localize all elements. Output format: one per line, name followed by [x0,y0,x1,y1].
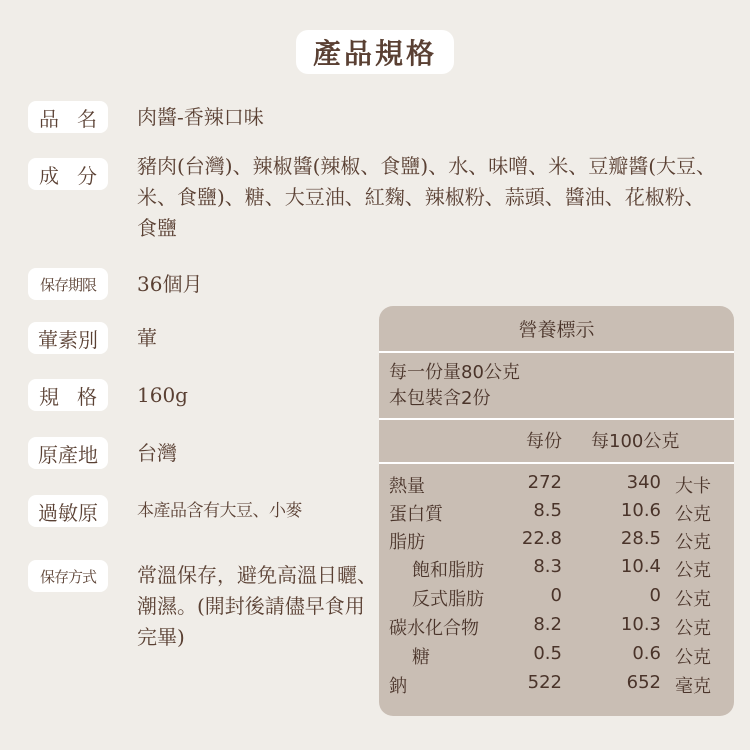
nutrition-row [379,672,734,700]
shelf-life-label: 保存期限 [28,268,108,300]
nutrient-name: 鈉 [389,676,407,697]
per-100g-value: 28.5 [620,528,661,549]
per-serving-value: 8.5 [533,500,562,521]
nutrient-name: 蛋白質 [389,504,443,525]
divider [379,351,734,353]
nutrition-panel [379,306,734,716]
nutrition-row [379,500,734,528]
nutrient-name: 飽和脂肪 [412,560,484,581]
divider [379,418,734,420]
nutrient-name: 碳水化合物 [389,618,479,639]
nutrition-row [379,585,734,613]
col-per-100g: 每100公克 [591,431,680,452]
nutrition-row [379,614,734,642]
per-100g-value: 10.3 [620,614,661,635]
col-per-serving: 每份 [526,431,562,452]
per-100g-value: 10.4 [620,556,661,577]
nutrition-title: 營養標示 [518,319,595,341]
serving-size: 每一份量80公克 [389,362,520,383]
per-100g-value: 652 [626,672,661,693]
storage-label: 保存方式 [28,560,108,592]
nutrient-name: 熱量 [389,476,425,497]
size-label: 規格 [28,379,108,411]
unit: 毫克 [675,676,711,697]
per-serving-value: 522 [527,672,562,693]
unit: 公克 [675,647,711,668]
nutrition-row [379,556,734,584]
nutrient-name: 糖 [412,647,430,668]
nutrition-row [379,643,734,671]
per-100g-value: 0 [649,585,661,606]
per-serving-value: 0.5 [533,643,562,664]
servings-per-package: 本包裝含2份 [389,388,491,409]
per-serving-value: 272 [527,472,562,493]
unit: 公克 [675,532,711,553]
unit: 公克 [675,504,711,525]
per-100g-value: 340 [626,472,661,493]
page-title: 產品規格 [296,30,454,74]
size-value: 160g [137,383,188,407]
name-value: 肉醬-香辣口味 [137,105,264,129]
ingredients-label: 成分 [28,158,108,190]
origin-label: 原產地 [28,437,108,469]
ingredients-value: 豬肉(台灣)、辣椒醬(辣椒、食鹽)、水、味噌、米、豆瓣醬(大豆、米、食鹽)、糖、大豆油、紅麴、辣椒粉、蒜頭、醬油、花椒粉、食鹽 [137,154,717,240]
per-100g-value: 0.6 [632,643,661,664]
per-100g-value: 10.6 [620,500,661,521]
unit: 大卡 [675,476,711,497]
divider [379,462,734,464]
nutrition-row [379,472,734,500]
allergen-value: 本產品含有大豆、小麥 [137,501,302,521]
storage-value: 常溫保存，避免高溫日曬、潮濕。(開封後請儘早食用完畢) [137,563,377,649]
per-serving-value: 0 [550,585,562,606]
diet-label: 葷素別 [28,322,108,354]
unit: 公克 [675,589,711,610]
nutrition-row [379,528,734,556]
diet-value: 葷 [137,326,157,350]
shelf-life-value: 36個月 [137,272,203,296]
nutrient-name: 脂肪 [389,532,425,553]
unit: 公克 [675,618,711,639]
origin-value: 台灣 [137,441,177,465]
per-serving-value: 22.8 [521,528,562,549]
allergen-label: 過敏原 [28,495,108,527]
unit: 公克 [675,560,711,581]
name-label: 品名 [28,101,108,133]
nutrient-name: 反式脂肪 [412,589,484,610]
per-serving-value: 8.2 [533,614,562,635]
per-serving-value: 8.3 [533,556,562,577]
